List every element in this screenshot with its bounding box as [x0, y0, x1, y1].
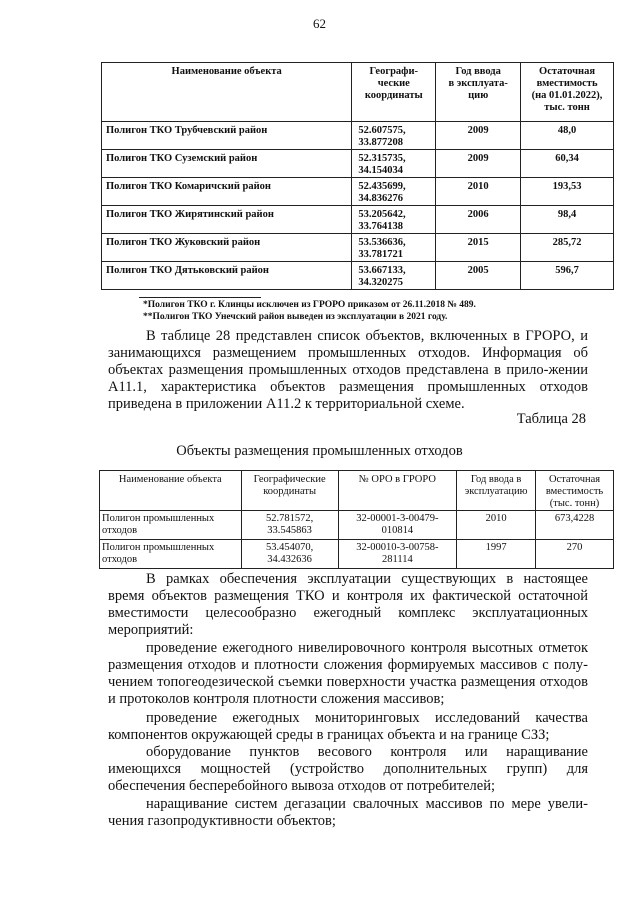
table-row — [102, 262, 614, 290]
cell-coords: 52.315735, 34.154034 — [352, 150, 436, 178]
header-year: Год ввода в эксплуата- цию — [436, 63, 521, 122]
cell-capacity: 270 — [536, 540, 614, 569]
table-number: Таблица 28 — [516, 411, 586, 427]
list-item-text: проведение ежегодного нивелировочного контроля высотных отметок размещения отходов и плотности сложения формируемых массивов с полу-чением топогеодезической съемки поверхности участка размещения отходов и протоколов контроля плотности сложения массивов; — [108, 640, 588, 707]
footnote-1: *Полигон ТКО г. Клинцы исключен из ГРОРО приказом от 26.11.2018 № 489. — [143, 300, 476, 310]
cell-name: Полигон ТКО Жирятинский район — [102, 206, 352, 234]
cell-capacity: 673,4228 — [536, 511, 614, 540]
cell-year: 2010 — [436, 178, 521, 206]
header-name: Наименование объекта — [100, 471, 242, 511]
cell-name: Полигон ТКО Дятьковский район — [102, 262, 352, 290]
header-name: Наименование объекта — [102, 63, 352, 122]
list-item — [108, 710, 588, 744]
cell-coords: 53.454070, 34.432636 — [241, 540, 338, 569]
paragraph-intro-text: В таблице 28 представлен список объектов, включенных в ГРОРО, и занимающихся размещением промышленных отходов. Информация об объектах размещения промышленных отходов представлена в прило-жении А11.1, характеристика объектов размещения промышленных отходов приведена в приложении А11.2 к территориальной схеме. — [108, 328, 588, 412]
cell-name: Полигон ТКО Трубчевский район — [102, 122, 352, 150]
table-header-row — [102, 63, 614, 122]
cell-name: Полигон промышленных отходов — [100, 540, 242, 569]
cell-capacity: 193,53 — [521, 178, 614, 206]
cell-coords: 52.435699, 34.836276 — [352, 178, 436, 206]
list-item — [108, 744, 588, 795]
table-row — [102, 150, 614, 178]
cell-oro: 32-00010-3-00758- 281114 — [338, 540, 457, 569]
industrial-waste-table — [99, 470, 614, 569]
cell-year: 2010 — [457, 511, 536, 540]
cell-coords: 53.205642, 33.764138 — [352, 206, 436, 234]
table-row — [100, 511, 614, 540]
cell-capacity: 285,72 — [521, 234, 614, 262]
cell-year: 2009 — [436, 150, 521, 178]
table-row — [102, 178, 614, 206]
table-row — [100, 540, 614, 569]
cell-name: Полигон ТКО Жуковский район — [102, 234, 352, 262]
list-item — [108, 640, 588, 708]
table-row — [102, 234, 614, 262]
header-oro: № ОРО в ГРОРО — [338, 471, 457, 511]
cell-coords: 52.781572, 33.545863 — [241, 511, 338, 540]
list-item — [108, 796, 588, 830]
cell-coords: 52.607575, 33.877208 — [352, 122, 436, 150]
cell-oro: 32-00001-3-00479- 010814 — [338, 511, 457, 540]
footnote-divider — [139, 297, 261, 298]
table-row — [102, 122, 614, 150]
cell-coords: 53.667133, 34.320275 — [352, 262, 436, 290]
cell-capacity: 596,7 — [521, 262, 614, 290]
cell-year: 2009 — [436, 122, 521, 150]
header-coords: Географи- ческие координаты — [352, 63, 436, 122]
page-number: 62 — [313, 16, 326, 31]
table-row — [102, 206, 614, 234]
paragraph-intro — [108, 328, 588, 413]
header-coords: Географические координаты — [241, 471, 338, 511]
table-title: Объекты размещения промышленных отходов — [176, 443, 463, 459]
footnote-2: **Полигон ТКО Унечский район выведен из эксплуатации в 2021 году. — [143, 312, 448, 322]
paragraph-measures — [108, 571, 588, 639]
cell-name: Полигон промышленных отходов — [100, 511, 242, 540]
cell-capacity: 48,0 — [521, 122, 614, 150]
cell-name: Полигон ТКО Комаричский район — [102, 178, 352, 206]
cell-capacity: 98,4 — [521, 206, 614, 234]
cell-year: 2015 — [436, 234, 521, 262]
header-capacity: Остаточная вместимость (на 01.01.2022), тыс. тонн — [521, 63, 614, 122]
cell-year: 2005 — [436, 262, 521, 290]
header-capacity: Остаточная вместимость (тыс. тонн) — [536, 471, 614, 511]
cell-capacity: 60,34 — [521, 150, 614, 178]
header-year: Год ввода в эксплуатацию — [457, 471, 536, 511]
paragraph-measures-text: В рамках обеспечения эксплуатации существующих в настоящее время объектов размещения ТКО и контроля их фактической остаточной вместимости целесообразно ежегодный комплекс эксплуатационных мероприятий: — [108, 571, 588, 638]
list-item-text: наращивание систем дегазации свалочных массивов по мере увели-чения газопродуктивности объектов; — [108, 796, 588, 829]
table-header-row — [100, 471, 614, 511]
cell-name: Полигон ТКО Суземский район — [102, 150, 352, 178]
cell-coords: 53.536636, 33.781721 — [352, 234, 436, 262]
cell-year: 1997 — [457, 540, 536, 569]
landfill-table — [101, 62, 614, 290]
list-item-text: оборудование пунктов весового контроля или наращивание имеющихся мощностей (устройство дополнительных групп) для обеспечения бесперебойного вывоза отходов от потребителей; — [108, 744, 588, 794]
list-item-text: проведение ежегодных мониторинговых исследований качества компонентов окружающей среды в границах объекта и на границе СЗЗ; — [108, 710, 588, 743]
cell-year: 2006 — [436, 206, 521, 234]
